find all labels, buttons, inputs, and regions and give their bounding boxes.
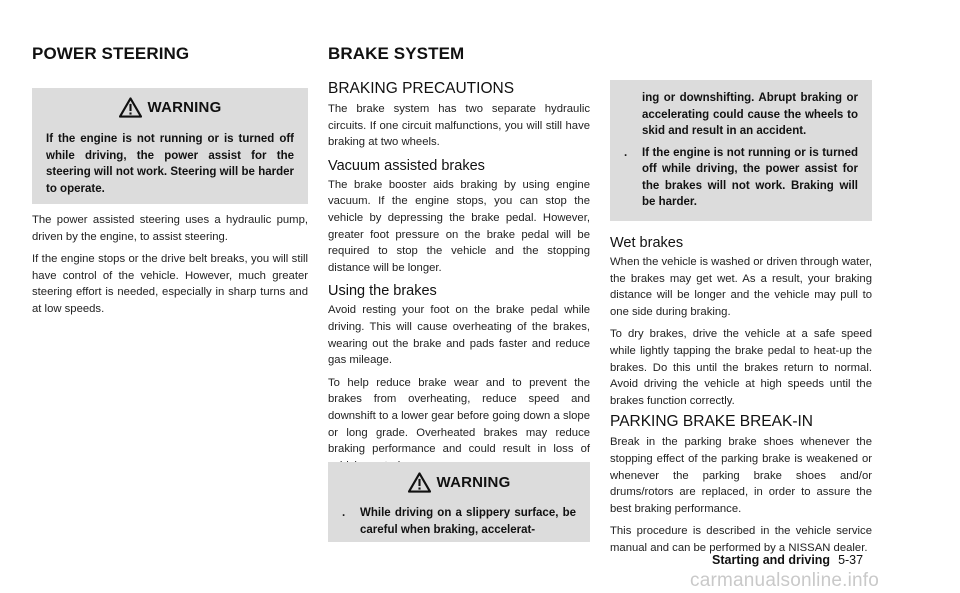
section-heading: PARKING BRAKE BREAK-IN (610, 413, 813, 431)
paragraph: To dry brakes, drive the vehicle at a safe speed while lightly tapping the brake pedal to heat-up the brakes. Do this until the brakes return to normal. Avoid driving the vehicle at high speeds until the brakes function correctly. (610, 328, 872, 407)
watermark: carmanualsonline.info (690, 570, 880, 591)
paragraph: If the engine stops or the drive belt breaks, you will still have control of the vehicle. However, much greater steering effort is needed, especially in sharp turns and at low speeds. (32, 253, 308, 315)
warning-title: WARNING (147, 99, 222, 116)
footer-section-name: Starting and driving (712, 553, 831, 567)
paragraph: Avoid resting your foot on the brake pedal while driving. This will cause overheating of the brakes, wearing out the brake and pads faster and reduce gas mileage. (328, 304, 590, 367)
power-steering-body (32, 212, 308, 318)
warning-bullet-text: ing or downshifting. Abrupt braking or accelerating could cause the wheels to skid and result in an accident. (642, 92, 858, 137)
paragraph: The brake booster aids braking by using engine vacuum. If the engine stops, you can stop the vehicle by depressing the brake pedal. However, greater foot pressure on the brake pedal will be required to stop the vehicle and the stopping distance will be longer. (328, 178, 590, 274)
warning-bullet (624, 145, 858, 211)
bullet-marker: . (624, 146, 628, 159)
paragraph: The brake system has two separate hydraulic circuits. If one circuit malfunctions, you will still have braking at two wheels. (328, 103, 590, 149)
paragraph: This procedure is described in the vehicle service manual and can be performed by a NISSAN dealer. (610, 525, 872, 554)
warning-header (342, 472, 576, 493)
sub-heading: Wet brakes (610, 235, 684, 251)
warning-triangle-icon (119, 97, 142, 118)
paragraph: The power assisted steering uses a hydraulic pump, driven by the engine, to assist steering. (32, 214, 308, 243)
warning-title: WARNING (436, 474, 511, 491)
sub-heading: Vacuum assisted brakes (328, 157, 485, 174)
section-heading: BRAKING PRECAUTIONS (328, 80, 515, 97)
warning-text: If the engine is not running or is turned off while driving, the power assist for the steering will not work. Steering will be harder to operate. (46, 133, 294, 195)
warning-bullet (342, 505, 576, 538)
warning-bullet-text: While driving on a slippery surface, be careful when braking, accelerat- (360, 507, 576, 536)
brake-warning-box (328, 462, 590, 542)
brake-warning-box-continued (610, 80, 872, 221)
warning-triangle-icon (408, 472, 431, 493)
brake-system-body (328, 80, 590, 474)
power-steering-warning-box (32, 88, 308, 204)
sub-heading: Using the brakes (328, 283, 437, 300)
paragraph: To help reduce brake wear and to prevent the brakes from overheating, reduce speed and downshift to a lower gear before going down a slope or long grade. Overheated brakes may reduce braking performance and could result in loss of (328, 376, 590, 456)
wet-brakes-body (610, 235, 872, 557)
bullet-marker: . (342, 507, 346, 519)
warning-bullet-text: If the engine is not running or is turned off while driving, the power assist for the brakes will not work. Braking will be harder. (642, 146, 858, 208)
brake-system-title: BRAKE SYSTEM (328, 44, 465, 63)
paragraph: Break in the parking brake shoes whenever the stopping effect of the parking brake is weakened or whenever the parking brake shoes and/or drums/rotors are replaced, in order to assure the best braking performance. (610, 436, 872, 515)
power-steering-title: POWER STEERING (32, 44, 190, 63)
paragraph: When the vehicle is washed or driven through water, the brakes may get wet. As a result, your braking distance will be longer and the vehicle may pull to one side during braking. (610, 256, 872, 318)
warning-header (46, 97, 294, 118)
warning-bullet (624, 90, 858, 140)
page-number: 5-37 (838, 553, 864, 567)
page-footer (712, 553, 863, 567)
